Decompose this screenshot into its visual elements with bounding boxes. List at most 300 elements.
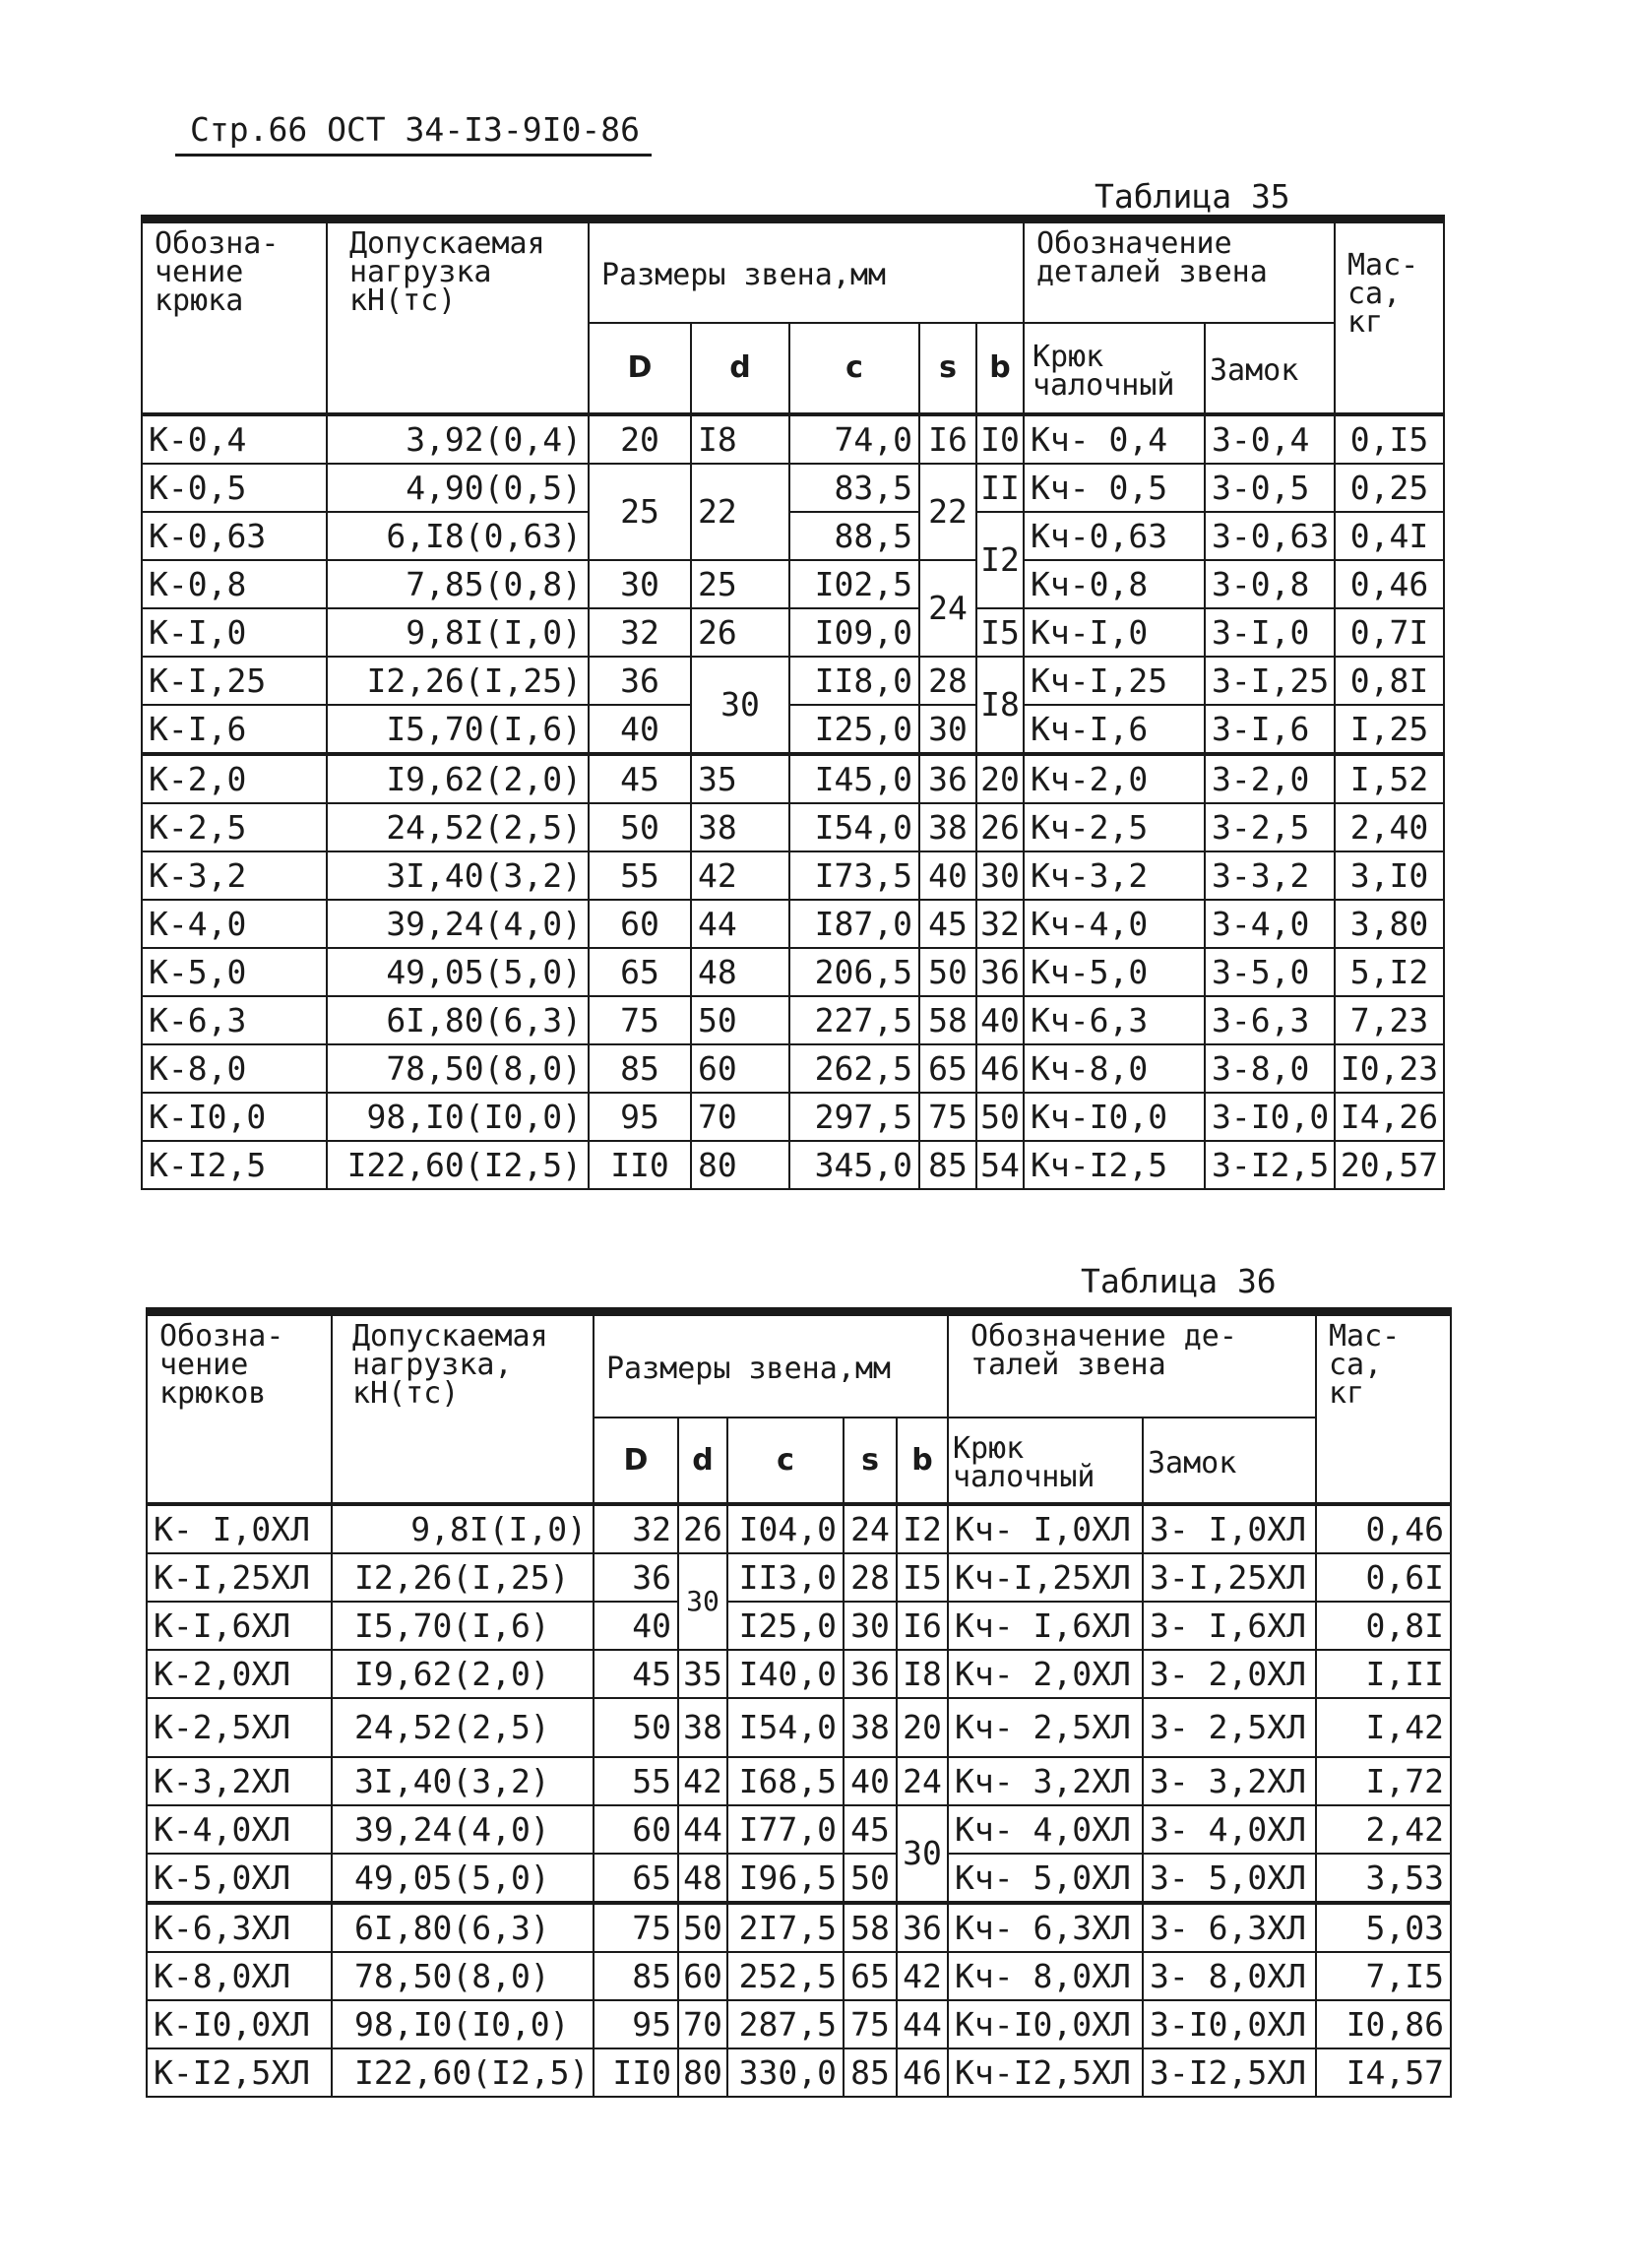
cell-b: I2 xyxy=(897,1504,948,1553)
cell-s: 40 xyxy=(844,1757,897,1805)
cell-designation: К-4,0ХЛ xyxy=(147,1805,332,1854)
cell-b: 26 xyxy=(976,803,1024,851)
cell-b: 40 xyxy=(976,996,1024,1044)
cell-b: 46 xyxy=(897,2048,948,2097)
cell-lock: З-I,0 xyxy=(1205,608,1335,657)
col-header-mass: Мас- са, кг xyxy=(1316,1312,1451,1504)
cell-mass: I,25 xyxy=(1335,705,1444,754)
cell-c: I40,0 xyxy=(727,1650,844,1698)
cell-D: 40 xyxy=(589,705,691,754)
cell-lock: З- 6,3ХЛ xyxy=(1143,1903,1316,1952)
col-header-load: Допускаемая нагрузка кН(тс) xyxy=(327,220,589,414)
cell-mass: I4,57 xyxy=(1316,2048,1451,2097)
table-row xyxy=(142,464,1444,512)
cell-D: 25 xyxy=(589,464,691,560)
cell-lock: З- 3,2ХЛ xyxy=(1143,1757,1316,1805)
cell-mass: 3,53 xyxy=(1316,1854,1451,1903)
cell-D: 85 xyxy=(589,1044,691,1093)
cell-b: I0 xyxy=(976,414,1024,464)
cell-s: 28 xyxy=(919,657,976,705)
cell-c: I25,0 xyxy=(789,705,919,754)
cell-lock: З- I,6ХЛ xyxy=(1143,1602,1316,1650)
table-36 xyxy=(146,1307,1452,2098)
cell-D: 60 xyxy=(594,1805,678,1854)
cell-d: 42 xyxy=(678,1757,727,1805)
col-header-s: s xyxy=(919,323,976,414)
cell-c: 297,5 xyxy=(789,1093,919,1141)
cell-c: 83,5 xyxy=(789,464,919,512)
table-row xyxy=(142,560,1444,608)
cell-c: 74,0 xyxy=(789,414,919,464)
cell-hook: Кч-I2,5ХЛ xyxy=(948,2048,1143,2097)
table-row xyxy=(142,512,1444,560)
cell-mass: 3,I0 xyxy=(1335,851,1444,900)
cell-load: I5,70(I,6) xyxy=(332,1602,594,1650)
cell-s: 38 xyxy=(919,803,976,851)
cell-mass: I4,26 xyxy=(1335,1093,1444,1141)
cell-designation: К-I2,5 xyxy=(142,1141,327,1189)
cell-load: 78,50(8,0) xyxy=(327,1044,589,1093)
cell-hook: Кч- 5,0ХЛ xyxy=(948,1854,1143,1903)
col-header-parts: Обозначение де- талей звена xyxy=(948,1312,1316,1418)
cell-designation: К-6,3ХЛ xyxy=(147,1903,332,1952)
cell-D: 85 xyxy=(594,1952,678,2000)
cell-lock: З-6,3 xyxy=(1205,996,1335,1044)
cell-lock: З-I2,5 xyxy=(1205,1141,1335,1189)
cell-c: 2I7,5 xyxy=(727,1903,844,1952)
cell-load: 4,90(0,5) xyxy=(327,464,589,512)
table-row xyxy=(142,1093,1444,1141)
cell-d: 38 xyxy=(678,1698,727,1757)
cell-d: 44 xyxy=(678,1805,727,1854)
cell-load: 3I,40(3,2) xyxy=(332,1757,594,1805)
cell-load: 3,92(0,4) xyxy=(327,414,589,464)
cell-d: 38 xyxy=(691,803,789,851)
cell-designation: К-3,2ХЛ xyxy=(147,1757,332,1805)
cell-b: I8 xyxy=(897,1650,948,1698)
col-header-b: b xyxy=(897,1418,948,1504)
cell-designation: К-I0,0ХЛ xyxy=(147,2000,332,2048)
cell-mass: 2,42 xyxy=(1316,1805,1451,1854)
cell-D: 32 xyxy=(594,1504,678,1553)
cell-s: 22 xyxy=(919,464,976,560)
cell-load: 39,24(4,0) xyxy=(327,900,589,948)
cell-hook: Кч-I,0 xyxy=(1024,608,1205,657)
cell-s: 50 xyxy=(844,1854,897,1903)
cell-designation: К-2,5ХЛ xyxy=(147,1698,332,1757)
cell-D: 36 xyxy=(594,1553,678,1602)
cell-lock: З- 8,0ХЛ xyxy=(1143,1952,1316,2000)
cell-s: 45 xyxy=(919,900,976,948)
cell-mass: 0,8I xyxy=(1316,1602,1451,1650)
cell-D: 65 xyxy=(589,948,691,996)
cell-designation: К-2,0 xyxy=(142,754,327,803)
cell-hook: Кч-3,2 xyxy=(1024,851,1205,900)
cell-c: I04,0 xyxy=(727,1504,844,1553)
cell-mass: I,52 xyxy=(1335,754,1444,803)
cell-lock: З-8,0 xyxy=(1205,1044,1335,1093)
col-header-dimensions: Размеры звена,мм xyxy=(594,1312,948,1418)
cell-s: 75 xyxy=(919,1093,976,1141)
cell-designation: К-I,25ХЛ xyxy=(147,1553,332,1602)
table-row xyxy=(142,608,1444,657)
cell-b: 30 xyxy=(897,1805,948,1903)
cell-load: 9,8I(I,0) xyxy=(327,608,589,657)
cell-load: 6I,80(6,3) xyxy=(332,1903,594,1952)
cell-s: I6 xyxy=(919,414,976,464)
cell-designation: К-I,6ХЛ xyxy=(147,1602,332,1650)
table-row xyxy=(142,754,1444,803)
cell-d: 22 xyxy=(691,464,789,560)
table-row xyxy=(142,705,1444,754)
cell-c: I96,5 xyxy=(727,1854,844,1903)
table-row xyxy=(147,1602,1451,1650)
cell-c: I02,5 xyxy=(789,560,919,608)
table-row xyxy=(142,900,1444,948)
cell-designation: К-4,0 xyxy=(142,900,327,948)
cell-c: 262,5 xyxy=(789,1044,919,1093)
cell-c: 227,5 xyxy=(789,996,919,1044)
cell-hook: Кч-I0,0 xyxy=(1024,1093,1205,1141)
cell-b: I8 xyxy=(976,657,1024,754)
cell-mass: 20,57 xyxy=(1335,1141,1444,1189)
cell-D: 45 xyxy=(589,754,691,803)
cell-mass: 5,03 xyxy=(1316,1903,1451,1952)
cell-d: 60 xyxy=(678,1952,727,2000)
cell-s: 36 xyxy=(844,1650,897,1698)
cell-b: 54 xyxy=(976,1141,1024,1189)
table-row xyxy=(142,1044,1444,1093)
cell-lock: З-I0,0 xyxy=(1205,1093,1335,1141)
cell-lock: З- 5,0ХЛ xyxy=(1143,1854,1316,1903)
cell-hook: Кч- 2,0ХЛ xyxy=(948,1650,1143,1698)
cell-mass: 0,8I xyxy=(1335,657,1444,705)
cell-load: 6,I8(0,63) xyxy=(327,512,589,560)
cell-lock: З- 2,5ХЛ xyxy=(1143,1698,1316,1757)
cell-designation: К-I,6 xyxy=(142,705,327,754)
cell-d: 70 xyxy=(678,2000,727,2048)
col-header-D: D xyxy=(594,1418,678,1504)
cell-load: 49,05(5,0) xyxy=(332,1854,594,1903)
cell-hook: Кч-4,0 xyxy=(1024,900,1205,948)
cell-load: 24,52(2,5) xyxy=(327,803,589,851)
cell-c: I25,0 xyxy=(727,1602,844,1650)
table-row xyxy=(142,657,1444,705)
cell-lock: З-0,5 xyxy=(1205,464,1335,512)
cell-c: 287,5 xyxy=(727,2000,844,2048)
cell-designation: К-0,4 xyxy=(142,414,327,464)
cell-hook: Кч-I2,5 xyxy=(1024,1141,1205,1189)
cell-c: II3,0 xyxy=(727,1553,844,1602)
cell-load: 98,I0(I0,0) xyxy=(327,1093,589,1141)
col-header-s: s xyxy=(844,1418,897,1504)
cell-mass: 0,4I xyxy=(1335,512,1444,560)
table-35 xyxy=(141,215,1445,1190)
cell-c: I09,0 xyxy=(789,608,919,657)
cell-load: 49,05(5,0) xyxy=(327,948,589,996)
table-row xyxy=(142,803,1444,851)
cell-s: 30 xyxy=(844,1602,897,1650)
table-row xyxy=(147,1650,1451,1698)
cell-c: 345,0 xyxy=(789,1141,919,1189)
cell-designation: К-I0,0 xyxy=(142,1093,327,1141)
cell-hook: Кч-I,25 xyxy=(1024,657,1205,705)
cell-b: I5 xyxy=(976,608,1024,657)
cell-mass: 0,25 xyxy=(1335,464,1444,512)
cell-load: 6I,80(6,3) xyxy=(327,996,589,1044)
cell-lock: З-I,6 xyxy=(1205,705,1335,754)
cell-D: 75 xyxy=(589,996,691,1044)
cell-designation: К-5,0ХЛ xyxy=(147,1854,332,1903)
table-row xyxy=(142,414,1444,464)
cell-s: 85 xyxy=(844,2048,897,2097)
table-row xyxy=(147,1903,1451,1952)
cell-hook: Кч-5,0 xyxy=(1024,948,1205,996)
cell-hook: Кч-I0,0ХЛ xyxy=(948,2000,1143,2048)
col-header-lock: Замок xyxy=(1205,323,1335,414)
cell-D: 40 xyxy=(594,1602,678,1650)
col-header-D: D xyxy=(589,323,691,414)
table-35-caption: Таблица 35 xyxy=(1095,177,1290,216)
cell-d: 80 xyxy=(678,2048,727,2097)
cell-s: 38 xyxy=(844,1698,897,1757)
cell-designation: К-2,5 xyxy=(142,803,327,851)
cell-d: 48 xyxy=(678,1854,727,1903)
cell-lock: З- I,0ХЛ xyxy=(1143,1504,1316,1553)
cell-lock: З-4,0 xyxy=(1205,900,1335,948)
cell-s: 30 xyxy=(919,705,976,754)
cell-b: 44 xyxy=(897,2000,948,2048)
cell-c: I45,0 xyxy=(789,754,919,803)
cell-designation: К-5,0 xyxy=(142,948,327,996)
cell-load: I9,62(2,0) xyxy=(332,1650,594,1698)
cell-mass: 5,I2 xyxy=(1335,948,1444,996)
cell-mass: 0,6I xyxy=(1316,1553,1451,1602)
table-36-caption: Таблица 36 xyxy=(1081,1262,1277,1300)
cell-b: 30 xyxy=(976,851,1024,900)
cell-d: 48 xyxy=(691,948,789,996)
cell-D: 60 xyxy=(589,900,691,948)
cell-s: 45 xyxy=(844,1805,897,1854)
cell-d: 30 xyxy=(691,657,789,754)
cell-d: 44 xyxy=(691,900,789,948)
cell-lock: З-0,8 xyxy=(1205,560,1335,608)
cell-load: I2,26(I,25) xyxy=(327,657,589,705)
col-header-dimensions: Размеры звена,мм xyxy=(589,220,1024,323)
cell-s: 24 xyxy=(919,560,976,657)
cell-d: 26 xyxy=(691,608,789,657)
cell-c: 330,0 xyxy=(727,2048,844,2097)
cell-mass: I0,23 xyxy=(1335,1044,1444,1093)
cell-b: I6 xyxy=(897,1602,948,1650)
cell-load: 7,85(0,8) xyxy=(327,560,589,608)
cell-hook: Кч-0,8 xyxy=(1024,560,1205,608)
col-header-hook: Крюк чалочный xyxy=(948,1418,1143,1504)
cell-mass: 7,I5 xyxy=(1316,1952,1451,2000)
cell-designation: К-0,63 xyxy=(142,512,327,560)
cell-load: I9,62(2,0) xyxy=(327,754,589,803)
cell-b: 36 xyxy=(976,948,1024,996)
cell-hook: Кч-I,6 xyxy=(1024,705,1205,754)
cell-mass: I0,86 xyxy=(1316,2000,1451,2048)
cell-load: I5,70(I,6) xyxy=(327,705,589,754)
cell-hook: Кч- 8,0ХЛ xyxy=(948,1952,1143,2000)
cell-mass: 7,23 xyxy=(1335,996,1444,1044)
cell-c: 206,5 xyxy=(789,948,919,996)
cell-mass: I,42 xyxy=(1316,1698,1451,1757)
page-header: Стр.66 ОСТ 34-I3-9I0-86 xyxy=(190,110,640,149)
cell-load: 24,52(2,5) xyxy=(332,1698,594,1757)
cell-b: I5 xyxy=(897,1553,948,1602)
cell-D: 95 xyxy=(589,1093,691,1141)
cell-hook: Кч-0,63 xyxy=(1024,512,1205,560)
cell-b: 36 xyxy=(897,1903,948,1952)
cell-load: 3I,40(3,2) xyxy=(327,851,589,900)
cell-c: 252,5 xyxy=(727,1952,844,2000)
cell-designation: К-3,2 xyxy=(142,851,327,900)
col-header-designation: Обозна- чение крюков xyxy=(147,1312,332,1504)
cell-b: I2 xyxy=(976,512,1024,608)
cell-hook: Кч- 3,2ХЛ xyxy=(948,1757,1143,1805)
cell-s: 85 xyxy=(919,1141,976,1189)
cell-hook: Кч- 0,4 xyxy=(1024,414,1205,464)
cell-designation: К-8,0 xyxy=(142,1044,327,1093)
cell-designation: К- I,0ХЛ xyxy=(147,1504,332,1553)
cell-c: I54,0 xyxy=(727,1698,844,1757)
cell-load: 98,I0(I0,0) xyxy=(332,2000,594,2048)
cell-lock: З-5,0 xyxy=(1205,948,1335,996)
cell-d: 60 xyxy=(691,1044,789,1093)
table-row xyxy=(147,2048,1451,2097)
cell-c: I68,5 xyxy=(727,1757,844,1805)
header-underline xyxy=(175,154,652,157)
cell-D: 45 xyxy=(594,1650,678,1698)
cell-b: 32 xyxy=(976,900,1024,948)
cell-load: 9,8I(I,0) xyxy=(332,1504,594,1553)
cell-mass: 0,46 xyxy=(1316,1504,1451,1553)
cell-s: 50 xyxy=(919,948,976,996)
cell-hook: Кч- I,0ХЛ xyxy=(948,1504,1143,1553)
cell-hook: Кч-I,25ХЛ xyxy=(948,1553,1143,1602)
cell-d: 50 xyxy=(678,1903,727,1952)
cell-hook: Кч- 2,5ХЛ xyxy=(948,1698,1143,1757)
cell-mass: 2,40 xyxy=(1335,803,1444,851)
cell-b: II xyxy=(976,464,1024,512)
table-row xyxy=(142,1141,1444,1189)
cell-c: I54,0 xyxy=(789,803,919,851)
cell-hook: Кч- 4,0ХЛ xyxy=(948,1805,1143,1854)
table-row xyxy=(142,851,1444,900)
cell-D: II0 xyxy=(589,1141,691,1189)
cell-D: 55 xyxy=(594,1757,678,1805)
col-header-load: Допускаемая нагрузка, кН(тс) xyxy=(332,1312,594,1504)
cell-d: 30 xyxy=(678,1553,727,1650)
cell-hook: Кч- 0,5 xyxy=(1024,464,1205,512)
cell-d: 70 xyxy=(691,1093,789,1141)
cell-designation: К-I,25 xyxy=(142,657,327,705)
cell-D: 32 xyxy=(589,608,691,657)
cell-mass: 0,7I xyxy=(1335,608,1444,657)
col-header-mass: Мас- са, кг xyxy=(1335,220,1444,414)
cell-lock: З-2,5 xyxy=(1205,803,1335,851)
table-row xyxy=(147,1504,1451,1553)
cell-lock: З-I2,5ХЛ xyxy=(1143,2048,1316,2097)
cell-lock: З-0,4 xyxy=(1205,414,1335,464)
cell-mass: 0,I5 xyxy=(1335,414,1444,464)
cell-b: 42 xyxy=(897,1952,948,2000)
cell-lock: З-0,63 xyxy=(1205,512,1335,560)
cell-D: 20 xyxy=(589,414,691,464)
cell-s: 24 xyxy=(844,1504,897,1553)
cell-lock: З-2,0 xyxy=(1205,754,1335,803)
cell-designation: К-I,0 xyxy=(142,608,327,657)
cell-designation: К-0,8 xyxy=(142,560,327,608)
cell-s: 28 xyxy=(844,1553,897,1602)
cell-c: I73,5 xyxy=(789,851,919,900)
cell-D: II0 xyxy=(594,2048,678,2097)
table-row xyxy=(147,1952,1451,2000)
cell-d: 50 xyxy=(691,996,789,1044)
cell-d: 42 xyxy=(691,851,789,900)
col-header-hook: Крюк чалочный xyxy=(1024,323,1205,414)
cell-s: 75 xyxy=(844,2000,897,2048)
cell-lock: З-I0,0ХЛ xyxy=(1143,2000,1316,2048)
cell-load: I22,60(I2,5) xyxy=(327,1141,589,1189)
cell-c: I87,0 xyxy=(789,900,919,948)
cell-hook: Кч-8,0 xyxy=(1024,1044,1205,1093)
cell-lock: З-3,2 xyxy=(1205,851,1335,900)
cell-b: 20 xyxy=(897,1698,948,1757)
cell-mass: 0,46 xyxy=(1335,560,1444,608)
cell-hook: Кч-6,3 xyxy=(1024,996,1205,1044)
cell-s: 36 xyxy=(919,754,976,803)
cell-lock: З- 4,0ХЛ xyxy=(1143,1805,1316,1854)
table-row xyxy=(142,948,1444,996)
cell-designation: К-2,0ХЛ xyxy=(147,1650,332,1698)
cell-load: I22,60(I2,5) xyxy=(332,2048,594,2097)
table-row xyxy=(142,996,1444,1044)
col-header-d: d xyxy=(678,1418,727,1504)
cell-c: I77,0 xyxy=(727,1805,844,1854)
cell-designation: К-8,0ХЛ xyxy=(147,1952,332,2000)
cell-load: 78,50(8,0) xyxy=(332,1952,594,2000)
cell-D: 55 xyxy=(589,851,691,900)
col-header-lock: Замок xyxy=(1143,1418,1316,1504)
cell-lock: З- 2,0ХЛ xyxy=(1143,1650,1316,1698)
cell-D: 50 xyxy=(594,1698,678,1757)
cell-D: 65 xyxy=(594,1854,678,1903)
col-header-c: c xyxy=(789,323,919,414)
cell-d: 80 xyxy=(691,1141,789,1189)
cell-s: 58 xyxy=(844,1903,897,1952)
table-row xyxy=(147,1854,1451,1903)
cell-mass: I,II xyxy=(1316,1650,1451,1698)
cell-hook: Кч-2,0 xyxy=(1024,754,1205,803)
cell-load: I2,26(I,25) xyxy=(332,1553,594,1602)
col-header-d: d xyxy=(691,323,789,414)
cell-b: 20 xyxy=(976,754,1024,803)
cell-D: 30 xyxy=(589,560,691,608)
col-header-b: b xyxy=(976,323,1024,414)
table-row xyxy=(147,1757,1451,1805)
cell-D: 75 xyxy=(594,1903,678,1952)
cell-designation: К-0,5 xyxy=(142,464,327,512)
table-row xyxy=(147,1553,1451,1602)
cell-hook: Кч- I,6ХЛ xyxy=(948,1602,1143,1650)
col-header-c: c xyxy=(727,1418,844,1504)
cell-s: 58 xyxy=(919,996,976,1044)
col-header-parts: Обозначение деталей звена xyxy=(1024,220,1335,323)
